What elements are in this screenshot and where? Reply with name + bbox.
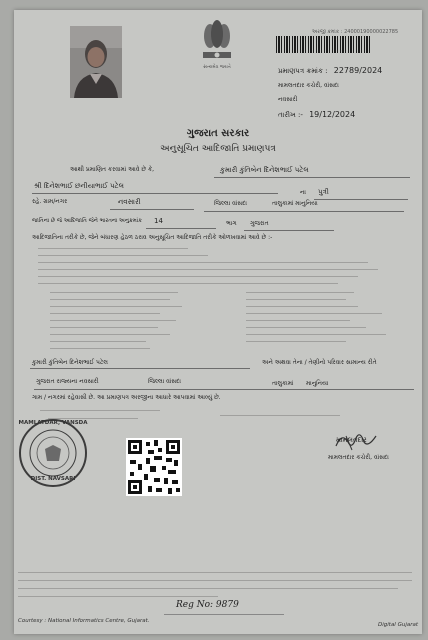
parent-name: શ્રી દિનેશભાઈ છનીયાભાઈ પટેલ [34,182,124,190]
faint-text [18,588,398,589]
faint-text [50,341,146,342]
faint-text [50,334,170,335]
line7-district: જિલ્લા વાંસદા [148,378,181,385]
faint-text [38,262,368,263]
faint-text [246,341,346,342]
underline [244,230,334,231]
certificate-page [14,10,422,634]
faint-text [246,299,346,300]
residence-label: રહે. ગ્રામ/નગર [32,198,68,205]
underline [204,211,404,212]
underline [214,177,410,178]
barcode [276,36,372,53]
issue-date-value: 19/12/2024 [309,110,356,119]
seal-bottom-text: DIST. NAVSARI [30,476,76,482]
underline [146,228,216,229]
faint-text [50,348,150,349]
faint-text [38,269,378,270]
faint-text [246,313,382,314]
faint-text [246,334,386,335]
emblem-caption: સત્યમેવ જયતે [203,65,231,70]
schedule-label: જાતિના છે જે આદિજાતિ જેને ભારતના અનુક્રમાંક [32,218,142,224]
underline [32,193,278,194]
relation-label: ના [300,189,306,196]
faint-text [18,572,412,573]
line1-prefix: આથી પ્રમાણિત કરવામાં આવે છે કે, [70,166,155,173]
line7-taluka-label: તાલુકામાં [272,380,294,387]
underline [164,614,284,615]
relation-value: પુત્રી [318,188,329,196]
mamlatdar-seal [18,418,88,488]
certificate-title: અનુસૂચિત આદિજાતિ પ્રમાણપત્ર [160,144,276,154]
underline [314,199,408,200]
office-line: મામલતદાર કચેરી, વાંસદા [278,82,339,89]
person-photo-icon [70,26,122,98]
faint-text [38,255,208,256]
certificate-number [278,66,382,76]
line7-label: ગુજરાત રાજ્યના નવસારી [36,378,99,385]
qr-code [126,438,182,496]
application-number-value: 24000190000022785 [344,29,399,35]
faint-text [38,248,188,249]
line8-text: ગામ / નગરમાં રહેવાસી છે. આ પ્રમાણપત્ર અરજીના આધારે આપવામાં આવ્યું છે. [32,394,221,401]
line7-taluka: માનુનિયા [306,380,329,387]
faint-text [40,410,160,411]
faint-text [18,580,412,581]
line6-name: કુમારી કુંતિબેન દિનેશભાઈ પટેલ [32,359,108,366]
issue-date-label: તારીખ :- [278,111,303,119]
faint-text [38,283,338,284]
line5-text: આદિજાતિના તરીકે છે, જેને બંધારણ હેઠળ ઠરાવ અનુસૂચિત આદિજાતિ તરીકે ઓળખવામાં આવે છે :- [32,234,273,241]
faint-text [246,320,350,321]
state-emblem [200,18,234,70]
schedule-part: ભાગ [226,220,237,227]
line1-name: કુમારી કુંતિબેન દિનેશભાઈ પટેલ [220,166,309,174]
residence-district: જિલ્લા વાંસદા [214,200,247,207]
certificate-number-value: 22789/2024 [333,66,383,75]
applicant-photo [70,26,122,98]
faint-text [50,306,182,307]
faint-text [220,415,340,416]
faint-text [18,596,218,597]
government-title: ગુજરાત સરકાર [186,128,250,139]
issue-date [278,110,355,120]
residence-village: નવસારી [118,198,141,206]
faint-text [38,276,358,277]
residence-tribe: તાલુકામાં માનુનિયા [272,200,318,207]
faint-text [50,327,158,328]
application-number-label: અરજી ક્રમાંક : [312,29,343,35]
courtesy-text: Courtesy : National Informatics Centre, Gujarat. [18,618,150,624]
ashoka-emblem-icon [200,18,234,64]
schedule-number: 14 [154,217,163,225]
digital-gujarat-text: Digital Gujarat [378,622,419,628]
line6-suffix: અને અથવા તેના / તેણીનો પરિવાર સામાન્ય રીતે [262,359,377,366]
faint-text [50,292,178,293]
seal-top-text: MAMLATDAR, VANSDA [18,420,88,426]
schedule-state: ગુજરાત [250,220,269,227]
handwritten-reg-number: Reg No: 9879 [176,600,239,610]
faint-text [50,320,176,321]
faint-text [246,306,358,307]
faint-text [50,313,160,314]
underline [30,368,250,369]
district-line: નવસારી [278,96,298,103]
certificate-number-label: પ્રમાણપત્ર ક્રમાંક : [278,67,328,75]
signatory-title: મામલતદાર [336,436,367,444]
qr-code-icon [126,438,182,496]
signatory-designation: મામલતદાર કચેરી, વાંસદા [328,454,389,461]
application-number [312,29,398,35]
faint-text [50,299,170,300]
underline [110,209,194,210]
faint-text [246,327,366,328]
faint-text [246,292,354,293]
underline [34,389,414,390]
